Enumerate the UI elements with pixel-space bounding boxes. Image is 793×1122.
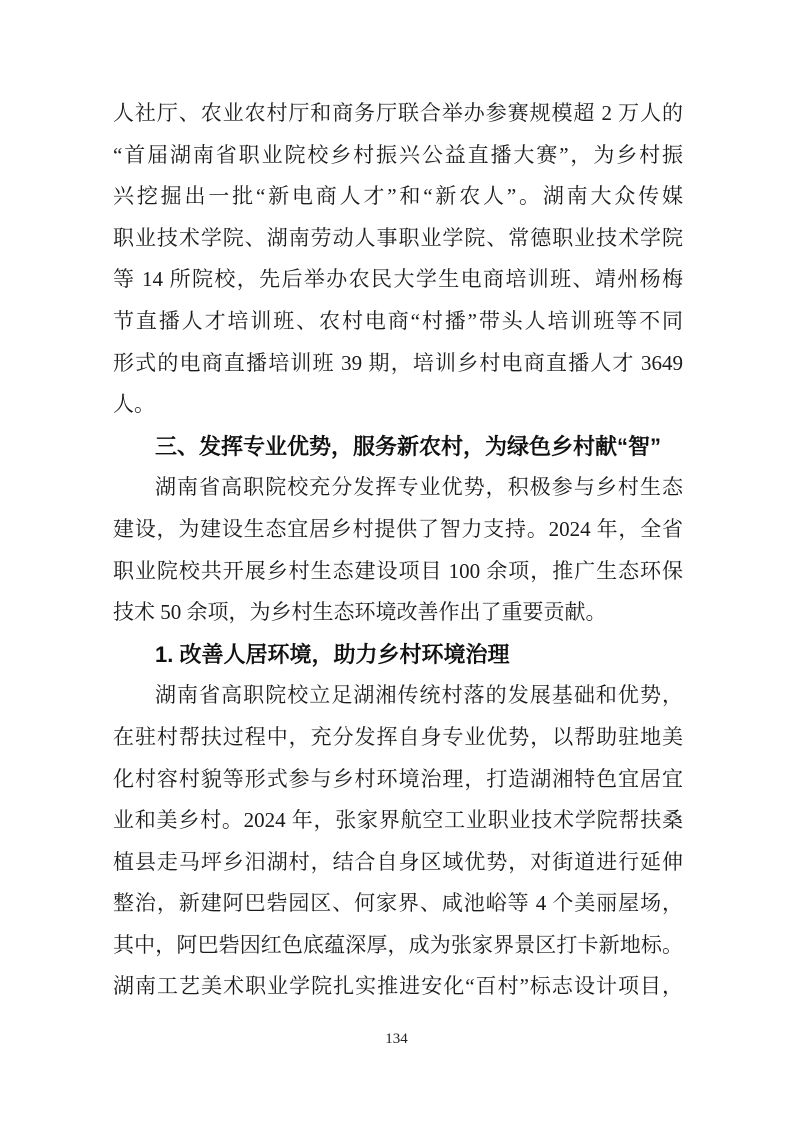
sub-heading-line: 1. 改善人居环境，助力乡村环境治理 [155, 641, 510, 667]
text-line: 化村容村貌等形式参与乡村环境治理，打造湖湘特色宜居宜 [113, 766, 683, 791]
text-line: 植县走马坪乡汨湖村，结合自身区域优势，对街道进行延伸 [113, 849, 683, 874]
text-line: 湖南省高职院校立足湖湘传统村落的发展基础和优势， [155, 683, 683, 708]
text-line: 形式的电商直播培训班 39 期，培训乡村电商直播人才 3649 [113, 350, 683, 375]
page-number: 134 [385, 1031, 408, 1047]
paragraph [113, 675, 683, 1008]
document-content [113, 93, 683, 1008]
text-line: “首届湖南省职业院校乡村振兴公益直播大赛”，为乡村振 [113, 142, 683, 167]
text-line: 在驻村帮扶过程中，充分发挥自身专业优势，以帮助驻地美 [113, 724, 683, 749]
text-line: 人。 [113, 392, 155, 417]
text-line: 湖南省高职院校充分发挥专业优势，积极参与乡村生态 [155, 475, 683, 500]
text-line: 其中，阿巴砦因红色底蕴深厚，成为张家界景区打卡新地标。 [113, 932, 683, 957]
text-line: 节直播人才培训班、农村电商“村播”带头人培训班等不同 [113, 308, 683, 333]
text-line: 建设，为建设生态宜居乡村提供了智力支持。2024 年，全省 [113, 516, 683, 541]
sub-heading [113, 634, 683, 676]
text-line: 职业技术学院、湖南劳动人事职业学院、常德职业技术学院 [113, 225, 683, 250]
text-line: 人社厅、农业农村厅和商务厅联合举办参赛规模超 2 万人的 [113, 101, 683, 125]
section-heading-line: 三、发挥专业优势，服务新农村，为绿色乡村献“智” [155, 433, 662, 459]
text-line: 兴挖掘出一批“新电商人才”和“新农人”。湖南大众传媒 [113, 184, 683, 209]
text-line: 整治，新建阿巴砦园区、何家界、咸池峪等 4 个美丽屋场， [113, 891, 683, 916]
text-line: 职业院校共开展乡村生态建设项目 100 余项，推广生态环保 [113, 558, 683, 583]
text-line: 技术 50 余项，为乡村生态环境改善作出了重要贡献。 [113, 600, 607, 625]
section-heading [113, 426, 683, 468]
text-line: 等 14 所院校，先后举办农民大学生电商培训班、靖州杨梅 [113, 267, 683, 292]
paragraph [113, 467, 683, 633]
paragraph [113, 93, 683, 426]
text-line: 业和美乡村。2024 年，张家界航空工业职业技术学院帮扶桑 [113, 808, 683, 833]
text-line: 湖南工艺美术职业学院扎实推进安化“百村”标志设计项目， [113, 974, 683, 999]
